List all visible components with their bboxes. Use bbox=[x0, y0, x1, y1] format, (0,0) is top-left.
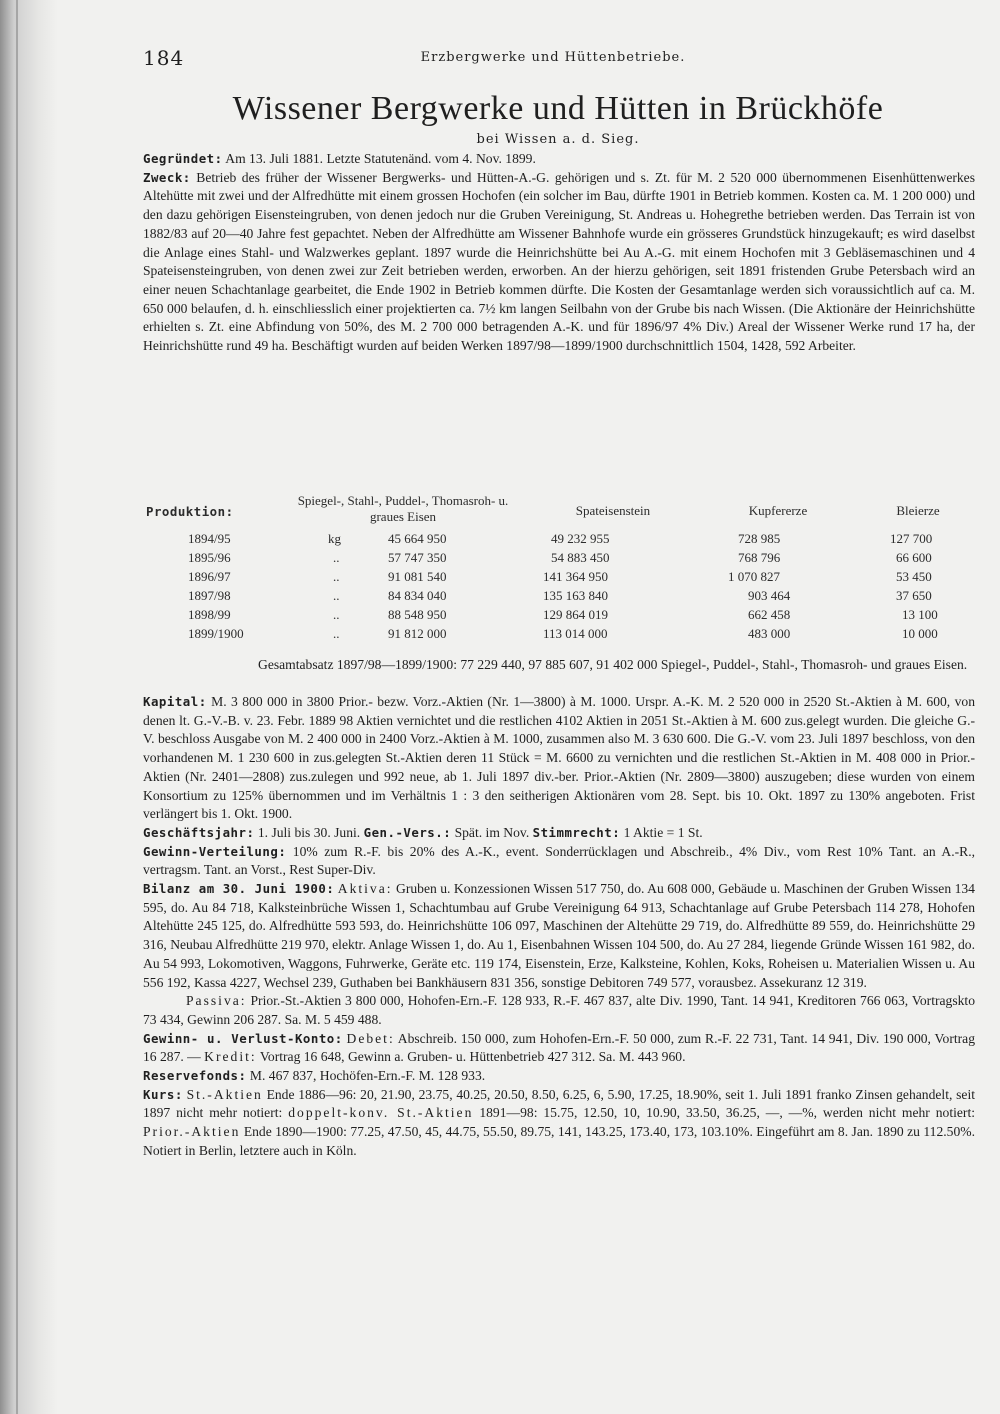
guv-debet-label: Debet: bbox=[346, 1030, 395, 1046]
production-bleierze-value: 10 000 bbox=[902, 626, 938, 641]
running-header bbox=[143, 46, 963, 76]
production-row bbox=[188, 531, 978, 550]
kurs-label: Kurs: bbox=[143, 1086, 183, 1102]
gewinnverteilung-label: Gewinn-Verteilung: bbox=[143, 843, 287, 859]
production-iron-value: 45 664 950 bbox=[388, 531, 447, 546]
production-year: 1899/1900 bbox=[188, 626, 244, 641]
kurs-dk-label: doppelt-konv. St.-Aktien bbox=[288, 1105, 474, 1121]
production-iron-value: 91 812 000 bbox=[388, 626, 447, 641]
section-founding-purpose bbox=[143, 150, 975, 356]
production-iron-value: 91 081 540 bbox=[388, 569, 447, 584]
production-table bbox=[143, 493, 975, 643]
production-kupfererze-value: 728 985 bbox=[738, 531, 781, 546]
production-kupfererze-value: 903 464 bbox=[748, 588, 791, 603]
production-bleierze-value: 53 450 bbox=[896, 569, 932, 584]
genvers-label: Gen.-Vers.: bbox=[363, 824, 452, 840]
production-row bbox=[188, 626, 978, 645]
running-title: Erzbergwerke und Hüttenbetriebe. bbox=[420, 50, 686, 65]
production-col-header-spateisenstein: Spateisenstein bbox=[575, 503, 651, 518]
kurs-text-2: 1891—98: 15.75, 12.50, 10, 10.90, 33.50, 36.25, —, —%, werden nicht mehr notiert: bbox=[479, 1105, 975, 1121]
binding-shadow bbox=[0, 0, 58, 1414]
bilanz-passiva-text: Prior.-St.-Aktien 3 800 000, Hohofen-Ern.-F. 128 933, R.-F. 467 837, alte Div. 1990, Tant. 14 941, Kreditoren 766 063, Vortragskto 73 434, Gewinn 206 287. Sa. M. 5 459 488. bbox=[143, 993, 976, 1027]
production-col-header-iron: Spiegel-, Stahl-, Puddel-, Thomasroh- u. graues Eisen bbox=[297, 493, 509, 524]
kurs-st-aktien-label: St.-Aktien bbox=[186, 1086, 263, 1102]
production-kupfererze-value: 662 458 bbox=[748, 607, 791, 622]
production-year: 1895/96 bbox=[188, 550, 231, 565]
production-year: 1898/99 bbox=[188, 607, 231, 622]
production-spateisenstein-value: 135 163 840 bbox=[543, 588, 608, 603]
kapital-text: M. 3 800 000 in 3800 Prior.- bezw. Vorz.-Aktien (Nr. 1—3800) à M. 1000. Urspr. A.-K. M. 2 520 000 in 2520 St.-Aktien à M. 600, von denen lt. G.-V.-B. v. 23. Febr. 1889 98 Aktien vernichtet und die restlichen 4102 Aktien in 2051 St.-Aktien à M. 600 zus.gelegt wurden. Die gleiche G.-V. beschloss Ausgabe von M. 2 400 000 in 2400 Vorz.-Aktien à M. 1000, zusammen also M. 3 630 600. Die G.-V. vom 23. Juli 1897 beschloss, von den vorhandenen M. 1 230 600 in zus.gelegten St.-Aktien deren 11 Stück = M. 6600 zu vernichten und die restlichen St.-Aktien in M. 408 000 in Prior.-Aktien (Nr. 2401—2808) zus.zulegen und 992 neue, ab 1. Juli 1897 div.-ber. Prior.-Aktien (Nr. 2809—3800) auszugeben; diese wurden von einem Konsortium zu 125% übernommen und im Verhältnis 1 : 3 den seitherigen Aktionären vom 28. Sept. bis 10. Okt. 1897 zu 130% angeboten. Frist verlängert bis 1. Okt. 1900. bbox=[143, 694, 975, 822]
production-year: 1897/98 bbox=[188, 588, 231, 603]
gewinnverteilung-text: 10% zum R.-F. bis 20% des A.-K., event. Sonderrücklagen und Abschreib., 4% Div., vom Rest 10% Tant. an A.-R., vertragsm. Tant. an Vorst., Rest Super-Div. bbox=[143, 843, 975, 878]
kapital-label: Kapital: bbox=[143, 694, 207, 709]
production-bleierze-value: 127 700 bbox=[890, 531, 933, 546]
zweck-label: Zweck: bbox=[143, 169, 191, 185]
production-spateisenstein-value: 49 232 955 bbox=[551, 531, 610, 546]
kurs-text-1: Ende 1886—96: 20, 21.90, 23.75, 40.25, 20.50, 8.50, 6.25, 6, 5.90, 17.25, 18.90%, seit 1. Juli 1891 franko Zinsen gehandelt, seit 1897 nicht mehr notiert: bbox=[143, 1086, 975, 1121]
production-unit: .. bbox=[333, 626, 340, 641]
production-iron-value: 57 747 350 bbox=[388, 550, 447, 565]
bilanz-aktiva-label: Aktiva: bbox=[337, 881, 393, 897]
guv-kredit-text: Vortrag 16 648, Gewinn a. Gruben- u. Hüttenbetrieb 427 312. Sa. M. 443 960. bbox=[259, 1049, 686, 1065]
section-capital-and-finance: Kapital: M. 3 800 000 in 3800 Prior.- bezw. Vorz.-Aktien (Nr. 1—3800) à M. 1000. Urspr. A.-K. M. 2 520 000 in 2520 St.-Aktien à M. 600, von denen lt. G.-V.-B. v. 23. Febr. 1889 98 Aktien vernichtet und die restlichen 4102 Aktien in 2051 St.-Aktien à M. 600 zus.gelegt wurden. Die gleiche G.-V. beschloss Ausgabe von M. 2 400 000 in 2400 Vorz.-Aktien à M. 1000, zusammen also M. 3 630 600. Die G.-V. vom 23. Juli 1897 beschloss, von den vorhandenen M. 1 230 600 in zus.gelegten St.-Aktien deren 11 Stück = M. 6600 zu vernichten und die restlichen St.-Aktien in M. 408 000 in Prior.-Aktien (Nr. 2401—2808) zus.zulegen und 992 neue, ab 1. Juli 1897 div.-ber. Prior.-Aktien (Nr. 2809—3800) auszugeben; diese wurden von einem Konsortium zu 125% übernommen und im Verhältnis 1 : 3 den seitherigen Aktionären vom 28. Sept. bis 10. Okt. 1897 zu 130% angeboten. Frist verlängert bis 1. Okt. 1900. Geschäftsjahr: 1. Juli bis 30. Juni. Gen.-Vers.: Spät. im Nov. Stimmrecht: 1 Aktie = 1 St. Gewinn-Verteilung: 10% zum R.-F. bis 20% des A.-K., event. Sonderrücklagen und Abschreib., 4% Div., vom Rest 10% Tant. an A.-R., vertragsm. Tant. an Vorst., Rest Super-Div. Bilanz am 30. Juni 1900: Aktiva: Gruben u. Konzessionen Wissen 517 750, do. Au 608 000, Gebäude u. Maschinen der Gruben Wissen 134 595, do. Au 84 718, Kalksteinbrüche Wissen 1, Schachtumbau auf Grube Vereinigung 64 913, Schachtanlage auf Grube Petersbach 114 278, Hohofen Altehütte 245 125, do. Alfredhütte 593 593, do. Heinrichshütte 106 097, Maschinen der Altehütte 29 719, do. Alfredhütte 89 559, do. Heinrichshütte 29 316, Neubau Alfredhütte 219 970, elektr. Anlage Wissen 1, do. Au 1, Eisenbahnen Wissen 104 500, do. Au 27 284, liegende Gründe Wissen 161 982, do. Au 54 993, Lokomotiven, Waggons, Fuhrwerke, Geräte etc. 119 174, Eisenstein, Erze, Kalksteine, Kohlen, Koks, Roheisen u. Materialien Wissen u. Au 556 192, Kassa 4227, Wechsel 239, Guthaben bei Bankhäusern 831 356, sonstige Debitoren 749 577, vorausbez. Assekuranz 12 319. Passiva: Prior.-St.-Aktien 3 800 000, Hohofen-Ern.-F. 128 933, R.-F. 467 837, alte Div. 1990, Tant. 14 941, Kreditoren 766 063, Vortragskto 73 434, Gewinn 206 287. Sa. M. 5 459 488. Gewinn- u. Verlust-Konto: Debet: Abschreib. 150 000, zum Hohofen-Ern.-F. 50 000, zum R.-F. 22 731, Tant. 14 941, Div. 190 000, Vortrag 16 287. — Kredit: Vortrag 16 648, Gewinn a. Gruben- u. Hüttenbetrieb 427 312. Sa. M. 443 960. Reservefonds: M. 467 837, Hochöfen-Ern.-F. M. 128 933. Kurs: St.-Aktien Ende 1886—96: 20, 21.90, 23.75, 40.25, 20.50, 8.50, 6.25, 6, 5.90, 17.25, 18.90%, seit 1. Juli 1891 franko Zinsen gehandelt, seit 1897 nicht mehr notiert: doppelt-konv. St.-Aktien 1891—98: 15.75, 12.50, 10, 10.90, 33.50, 36.25, —, —%, werden nicht mehr notiert: Prior.-Aktien Ende 1890—1900: 77.25, 47.50, 45, 44.75, 55.50, 89.75, 141, 143.25, 173.40, 173, 103.10%. Eingeführt am 8. Jan. 1890 zu 112.50%. Notiert in Berlin, letztere auch in Köln. bbox=[143, 694, 976, 1158]
production-spateisenstein-value: 129 864 019 bbox=[543, 607, 608, 622]
production-year: 1896/97 bbox=[188, 569, 231, 584]
production-unit: .. bbox=[333, 607, 340, 622]
production-kupfererze-value: 1 070 827 bbox=[728, 569, 780, 584]
production-col-header-kupfererze: Kupfererze bbox=[748, 503, 808, 518]
page-title: Wissener Bergwerke und Hütten in Brückhöfe bbox=[232, 90, 884, 127]
production-spateisenstein-value: 54 883 450 bbox=[551, 550, 610, 565]
production-bleierze-value: 37 650 bbox=[896, 588, 932, 603]
guv-debet-text: Abschreib. 150 000, zum Hohofen-Ern.-F. 50 000, zum R.-F. 22 731, Tant. 14 941, Div. 190 000, Vortrag 16 287. bbox=[143, 1030, 975, 1065]
stimmrecht-label: Stimmrecht: bbox=[532, 824, 621, 840]
genvers-text: Spät. im Nov. bbox=[454, 824, 530, 840]
guv-kredit-label: Kredit: bbox=[204, 1049, 257, 1065]
production-unit: kg bbox=[328, 531, 341, 546]
production-row bbox=[188, 588, 978, 607]
production-unit: .. bbox=[333, 550, 340, 565]
production-kupfererze-value: 483 000 bbox=[748, 626, 791, 641]
geschaeftsjahr-text: 1. Juli bis 30. Juni. bbox=[257, 824, 361, 840]
production-row bbox=[188, 607, 978, 626]
production-unit: .. bbox=[333, 588, 340, 603]
kurs-prior-label: Prior.-Aktien bbox=[143, 1124, 241, 1140]
stimmrecht-text: 1 Aktie = 1 St. bbox=[623, 824, 703, 840]
guv-label: Gewinn- u. Verlust-Konto: bbox=[143, 1030, 343, 1046]
kurs-text-3: Ende 1890—1900: 77.25, 47.50, 45, 44.75, 55.50, 89.75, 141, 143.25, 173.40, 173, 103.10%. Eingeführt am 8. Jan. 1890 zu 112.50%. Notiert in Berlin, letztere auch in Köln. bbox=[143, 1124, 975, 1158]
production-row bbox=[188, 550, 978, 569]
production-year: 1894/95 bbox=[188, 531, 231, 546]
reservefonds-label: Reservefonds: bbox=[143, 1068, 247, 1084]
gegruendet-text: Am 13. Juli 1881. Letzte Statutenänd. vom 4. Nov. 1899. bbox=[225, 151, 536, 166]
geschaeftsjahr-label: Geschäftsjahr: bbox=[143, 824, 255, 840]
production-bleierze-value: 13 100 bbox=[902, 607, 938, 622]
bilanz-passiva-label: Passiva: bbox=[186, 993, 247, 1009]
page-number: 184 bbox=[143, 46, 185, 70]
gesamtabsatz-text: Gesamtabsatz 1897/98—1899/1900: 77 229 440, 97 885 607, 91 402 000 Spiegel-, Puddel-, Stahl-, Thomasroh- und graues Eisen. bbox=[258, 657, 968, 672]
production-spateisenstein-value: 141 364 950 bbox=[543, 569, 608, 584]
page-subtitle: bei Wissen a. d. Sieg. bbox=[476, 132, 640, 147]
bilanz-aktiva-text: Gruben u. Konzessionen Wissen 517 750, do. Au 608 000, Gebäude u. Maschinen der Gruben Wissen 134 595, do. Au 84 718, Kalksteinbrüche Wissen 1, Schachtumbau auf Grube Vereinigung 64 913, Schachtanlage auf Grube Petersbach 114 278, Hohofen Altehütte 245 125, do. Alfredhütte 593 593, do. Heinrichshütte 106 097, Maschinen der Altehütte 29 719, do. Alfredhütte 89 559, do. Heinrichshütte 29 316, Neubau Alfredhütte 219 970, elektr. Anlage Wissen 1, do. Au 1, Eisenbahnen Wissen 104 500, do. Au 27 284, liegende Gründe Wissen 161 982, do. Au 54 993, Lokomotiven, Waggons, Fuhrwerke, Geräte etc. 119 174, Eisenstein, Erze, Kalksteine, Kohlen, Koks, Roheisen u. Materialien Wissen u. Au 556 192, Kassa 4227, Wechsel 239, Guthaben bei Bankhäusern 831 356, sonstige Debitoren 749 577, vorausbez. Assekuranz 12 319. bbox=[143, 881, 975, 990]
bilanz-passiva bbox=[143, 992, 975, 1029]
binding-edge-line bbox=[16, 0, 18, 1414]
production-kupfererze-value: 768 796 bbox=[738, 550, 781, 565]
production-iron-value: 84 834 040 bbox=[388, 588, 447, 603]
production-label: Produktion: bbox=[146, 504, 234, 519]
gegruendet-label: Gegründet: bbox=[143, 151, 223, 166]
production-unit: .. bbox=[333, 569, 340, 584]
production-iron-value: 88 548 950 bbox=[388, 607, 447, 622]
production-row bbox=[188, 569, 978, 588]
production-bleierze-value: 66 600 bbox=[896, 550, 932, 565]
reservefonds-text: M. 467 837, Hochöfen-Ern.-F. M. 128 933. bbox=[249, 1068, 486, 1084]
bilanz-label: Bilanz am 30. Juni 1900: bbox=[143, 881, 335, 897]
production-spateisenstein-value: 113 014 000 bbox=[543, 626, 608, 641]
production-col-header-bleierze: Bleierze bbox=[896, 503, 940, 518]
zweck-text: Betrieb des früher der Wissener Bergwerks- und Hütten-A.-G. gehörigen und s. Zt. für M. 2 520 000 übernommenen Eisenhüttenwerkes Altehütte mit zwei und der Alfredhütte mit einem grossen Hochofen (ein solcher im Bau, dürfte 1901 in Betrieb kommen. Kosten ca. M. 1 200 000) und den dazu gehörigen Eisensteingruben, von denen jedoch nur die Gruben Vereinigung, St. Andreas u. Hohegrethe betrieben werden. Das Terrain ist von 1882/83 auf 20—40 Jahre fest gepachtet. Neben der Alfredhütte am Wissener Bahnhofe wurde ein grösseres Grundstück hinzugekauft; es wird daselbst die Anlage eines Stahl- und Walzwerkes geplant. 1897 wurde die Heinrichshütte bei Au A.-G. mit einem Hochofen mit 3 Gebläsemaschinen und 4 Spateisensteingruben, von denen zwei zur Zeit betrieben werden, erworben. An der hierzu gehörigen, seit 1891 fristenden Grube Petersbach wird an einer neuen Schachtanlage gearbeitet, die Ende 1902 in Betrieb kommen dürfte. Die Kosten der Gesamtanlage werden sich voraussichtlich auf ca. M. 650 000 belaufen, d. h. einschliesslich einer projektierten ca. 7½ km langen Seilbahn von der Grube bis nach Wissen. (Die Aktionäre der Heinrichshütte erhielten s. Zt. eine Abfindung von 50%, des M. 2 700 000 betragenden A.-K. und für 1896/97 4% Div.) Areal der Wissener Werke rund 17 ha, der Heinrichshütte rund 49 ha. Beschäftigt wurden auf beiden Werken 1897/98—1899/1900 durchschnittlich 1504, 1428, 592 Arbeiter. bbox=[143, 169, 975, 354]
